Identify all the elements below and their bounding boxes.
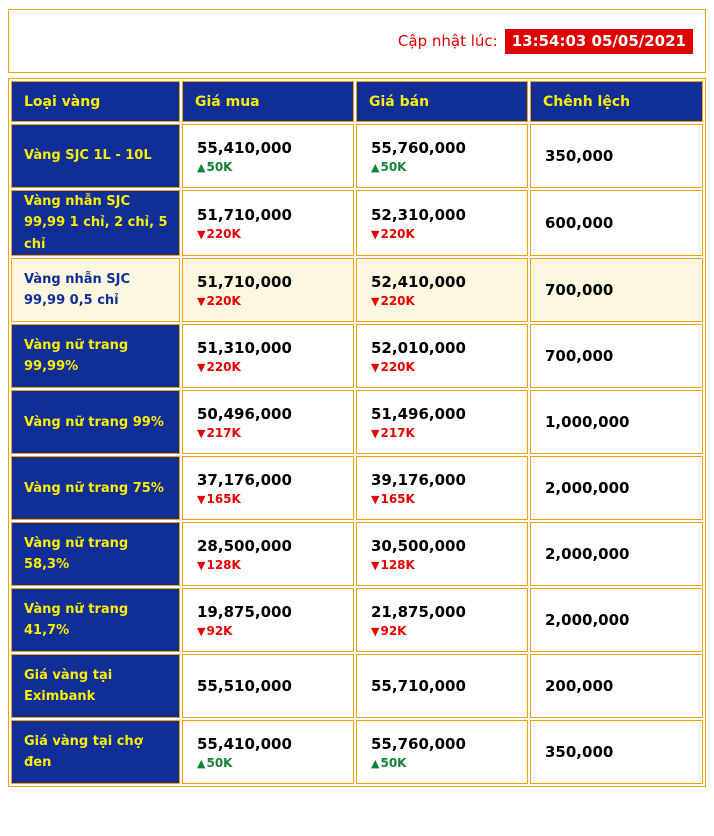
down-arrow-icon: ▼ <box>371 361 380 375</box>
down-arrow-icon: ▼ <box>197 295 206 309</box>
update-time-badge: 13:54:03 05/05/2021 <box>505 29 693 54</box>
buy-price-value: 55,410,000 <box>197 735 292 754</box>
gold-type-label: Giá vàng tại Eximbank <box>24 667 113 705</box>
buy-price-value: 51,710,000 <box>197 273 292 292</box>
table-row <box>11 654 703 718</box>
difference-value: 700,000 <box>545 347 614 366</box>
difference-value: 350,000 <box>545 743 614 762</box>
col-header-difference: Chênh lệch <box>530 81 703 122</box>
sell-price-change <box>371 427 523 439</box>
sell-price-change <box>371 757 523 769</box>
buy-change-value: 92K <box>206 624 233 639</box>
difference-cell <box>530 720 703 784</box>
sell-price-value: 51,496,000 <box>371 405 466 424</box>
sell-price-value: 30,500,000 <box>371 537 466 556</box>
col-header-buy-price: Giá mua <box>182 81 354 122</box>
table-row <box>11 720 703 784</box>
sell-change-value: 92K <box>380 624 407 639</box>
difference-value: 2,000,000 <box>545 545 630 564</box>
buy-change-value: 128K <box>206 558 241 573</box>
table-row <box>11 390 703 454</box>
difference-cell <box>530 654 703 718</box>
down-arrow-icon: ▼ <box>371 625 380 639</box>
sell-price-change <box>371 228 523 240</box>
difference-cell <box>530 324 703 388</box>
buy-change-value: 220K <box>206 360 241 375</box>
buy-price-value: 51,310,000 <box>197 339 292 358</box>
buy-price-cell <box>182 654 354 718</box>
sell-price-value: 39,176,000 <box>371 471 466 490</box>
down-arrow-icon: ▼ <box>197 427 206 441</box>
sell-price-cell <box>356 324 528 388</box>
up-arrow-icon: ▲ <box>197 161 206 174</box>
gold-type-label: Vàng nữ trang 75% <box>24 480 164 496</box>
sell-price-cell <box>356 456 528 520</box>
buy-change-value: 50K <box>206 756 233 771</box>
sell-change-value: 50K <box>380 160 407 174</box>
table-header-row <box>11 81 703 122</box>
up-arrow-icon: ▲ <box>371 161 380 174</box>
down-arrow-icon: ▼ <box>371 228 380 242</box>
table-row <box>11 124 703 188</box>
sell-change-value: 220K <box>380 360 415 375</box>
col-header-gold-type: Loại vàng <box>11 81 180 122</box>
table-row <box>11 456 703 520</box>
difference-cell <box>530 190 703 256</box>
difference-cell <box>530 258 703 322</box>
gold-type-label: Vàng nhẫn SJC 99,99 1 chỉ, 2 chỉ, 5 chỉ <box>24 194 168 252</box>
sell-price-cell <box>356 588 528 652</box>
buy-price-value: 50,496,000 <box>197 405 292 424</box>
sell-change-value: 128K <box>380 558 415 573</box>
sell-change-value: 165K <box>380 492 415 507</box>
buy-price-value: 28,500,000 <box>197 537 292 556</box>
gold-type-label: Vàng SJC 1L - 10L <box>24 148 152 164</box>
sell-price-cell <box>356 258 528 322</box>
sell-price-value: 21,875,000 <box>371 603 466 622</box>
gold-type-label: Vàng nữ trang 58,3% <box>24 535 129 573</box>
buy-price-cell <box>182 522 354 586</box>
sell-price-cell <box>356 720 528 784</box>
buy-price-cell <box>182 258 354 322</box>
difference-cell <box>530 456 703 520</box>
buy-price-cell <box>182 390 354 454</box>
buy-change-value: 165K <box>206 492 241 507</box>
up-arrow-icon: ▲ <box>197 757 206 771</box>
gold-type-cell <box>11 258 180 322</box>
difference-value: 200,000 <box>545 677 614 696</box>
buy-change-value: 50K <box>206 160 233 174</box>
table-row <box>11 324 703 388</box>
buy-price-value: 51,710,000 <box>197 206 292 225</box>
gold-type-cell <box>11 654 180 718</box>
buy-price-change <box>197 757 349 769</box>
sell-price-change <box>371 559 523 571</box>
buy-price-value: 19,875,000 <box>197 603 292 622</box>
gold-type-label: Vàng nữ trang 99,99% <box>24 337 129 375</box>
difference-value: 2,000,000 <box>545 479 630 498</box>
sell-price-cell <box>356 522 528 586</box>
sell-price-value: 55,760,000 <box>371 139 466 157</box>
buy-price-value: 55,410,000 <box>197 139 292 157</box>
sell-price-cell <box>356 190 528 256</box>
sell-price-change <box>371 295 523 307</box>
down-arrow-icon: ▼ <box>197 559 206 573</box>
table-row <box>11 190 703 256</box>
buy-price-change <box>197 161 349 173</box>
gold-type-cell <box>11 456 180 520</box>
sell-price-change <box>371 161 523 173</box>
gold-type-cell <box>11 390 180 454</box>
table-row <box>11 588 703 652</box>
up-arrow-icon: ▲ <box>371 757 380 771</box>
down-arrow-icon: ▼ <box>371 427 380 441</box>
gold-type-label: Vàng nhẫn SJC 99,99 0,5 chỉ <box>24 271 131 309</box>
buy-change-value: 220K <box>206 227 241 242</box>
buy-change-value: 220K <box>206 294 241 309</box>
gold-type-cell <box>11 324 180 388</box>
gold-type-label: Vàng nữ trang 99% <box>24 414 164 430</box>
sell-change-value: 220K <box>380 294 415 309</box>
sell-price-value: 55,710,000 <box>371 677 466 696</box>
sell-price-value: 52,410,000 <box>371 273 466 292</box>
buy-price-cell <box>182 324 354 388</box>
buy-price-cell <box>182 124 354 188</box>
difference-cell <box>530 390 703 454</box>
buy-price-cell <box>182 720 354 784</box>
sell-price-change <box>371 361 523 373</box>
buy-price-cell <box>182 456 354 520</box>
sell-price-change <box>371 625 523 637</box>
buy-price-cell <box>182 190 354 256</box>
sell-price-value: 52,010,000 <box>371 339 466 358</box>
down-arrow-icon: ▼ <box>371 493 380 507</box>
difference-value: 350,000 <box>545 147 614 165</box>
difference-cell <box>530 522 703 586</box>
update-bar <box>8 9 706 73</box>
sell-change-value: 50K <box>380 756 407 771</box>
gold-type-label: Giá vàng tại chợ đen <box>24 733 143 771</box>
gold-price-table <box>8 78 706 787</box>
buy-price-value: 55,510,000 <box>197 677 292 696</box>
sell-change-value: 217K <box>380 426 415 441</box>
update-time-label: Cập nhật lúc: <box>397 32 498 50</box>
col-header-sell-price: Giá bán <box>356 81 528 122</box>
buy-price-change <box>197 228 349 240</box>
difference-cell <box>530 124 703 188</box>
down-arrow-icon: ▼ <box>197 361 206 375</box>
down-arrow-icon: ▼ <box>197 228 206 242</box>
gold-price-widget <box>0 9 714 836</box>
difference-value: 700,000 <box>545 281 614 300</box>
sell-price-cell <box>356 390 528 454</box>
difference-cell <box>530 588 703 652</box>
gold-type-cell <box>11 720 180 784</box>
buy-price-change <box>197 625 349 637</box>
difference-value: 600,000 <box>545 214 614 233</box>
buy-price-change <box>197 427 349 439</box>
sell-change-value: 220K <box>380 227 415 242</box>
buy-price-value: 37,176,000 <box>197 471 292 490</box>
gold-type-cell <box>11 190 180 256</box>
down-arrow-icon: ▼ <box>197 625 206 639</box>
buy-change-value: 217K <box>206 426 241 441</box>
sell-price-value: 52,310,000 <box>371 206 466 225</box>
gold-type-label: Vàng nữ trang 41,7% <box>24 601 129 639</box>
gold-type-cell <box>11 522 180 586</box>
sell-price-change <box>371 493 523 505</box>
sell-price-cell <box>356 124 528 188</box>
gold-type-cell <box>11 124 180 188</box>
buy-price-change <box>197 295 349 307</box>
gold-type-cell <box>11 588 180 652</box>
buy-price-change <box>197 361 349 373</box>
table-row <box>11 258 703 322</box>
difference-value: 1,000,000 <box>545 413 630 432</box>
buy-price-change <box>197 559 349 571</box>
down-arrow-icon: ▼ <box>197 493 206 507</box>
buy-price-change <box>197 493 349 505</box>
sell-price-value: 55,760,000 <box>371 735 466 754</box>
difference-value: 2,000,000 <box>545 611 630 630</box>
table-row <box>11 522 703 586</box>
down-arrow-icon: ▼ <box>371 295 380 309</box>
down-arrow-icon: ▼ <box>371 559 380 573</box>
sell-price-cell <box>356 654 528 718</box>
buy-price-cell <box>182 588 354 652</box>
